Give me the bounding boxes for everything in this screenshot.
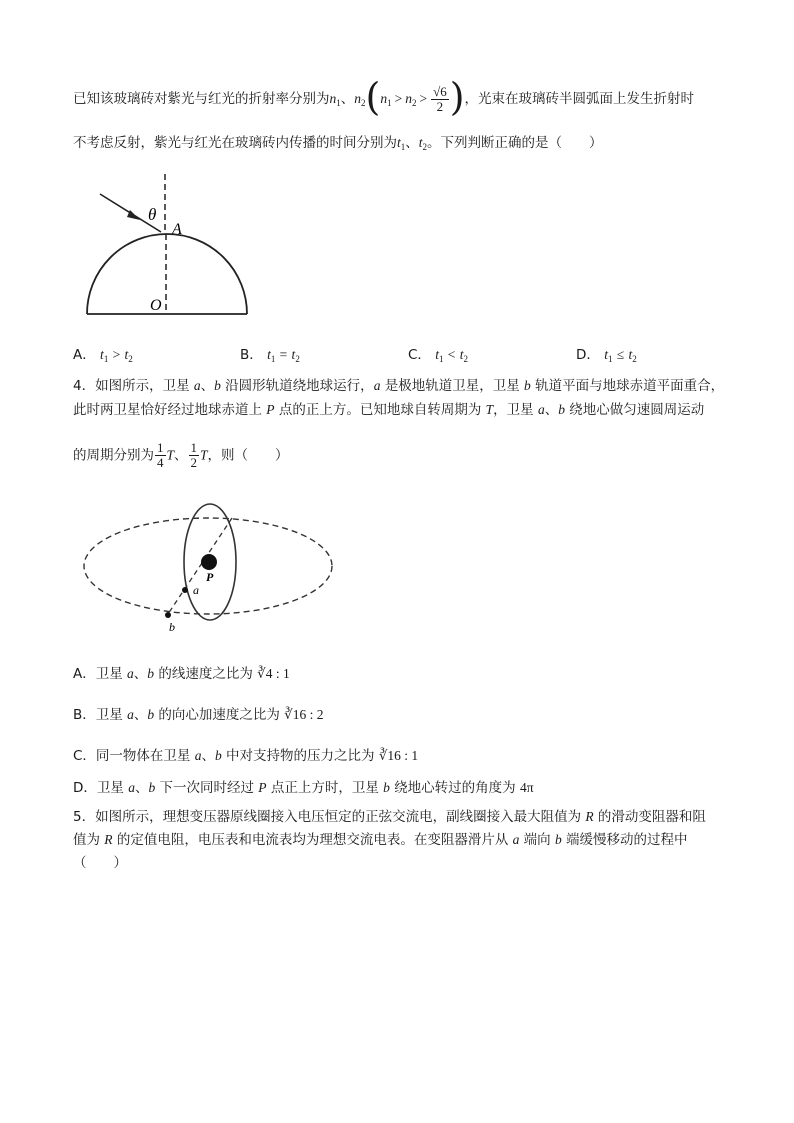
satellite-b-dot <box>165 612 171 618</box>
option-letter: A． <box>73 347 96 363</box>
var-a: a <box>373 378 381 393</box>
var-r: R <box>585 809 594 824</box>
option-letter: C． <box>408 347 431 363</box>
option-letter: D． <box>576 347 600 363</box>
relation: < <box>447 347 456 362</box>
sep: 、 <box>133 666 148 682</box>
q5-line-2 <box>73 830 688 850</box>
q5-text: 5．如图所示，理想变压器原线圈接入电压恒定的正弦交流电，副线圈接入最大阻值为 <box>73 809 586 825</box>
q5-text: 端缓慢移动的过程中 <box>561 832 688 848</box>
var-n: n <box>380 91 388 106</box>
q3-line-1 <box>73 75 695 119</box>
option-text: 的线速度之比为 <box>154 666 258 682</box>
var-a: a <box>194 748 202 763</box>
q5-text: 端向 <box>519 832 555 848</box>
option-text: 的向心加速度之比为 <box>154 707 285 723</box>
right-paren: ) <box>449 75 465 119</box>
sub: 2 <box>411 98 417 108</box>
option-value: ∛4 : 1 <box>257 666 290 681</box>
sep: 、 <box>174 447 188 464</box>
q3-text: ，光束在玻璃砖半圆弧面上发生折射时 <box>464 91 695 107</box>
theta-label: θ <box>148 205 157 224</box>
var-b: b <box>147 707 155 722</box>
option-text: 中对支持物的压力之比为 <box>221 748 379 764</box>
q4-text: 点的正上方。已知地球自转周期为 <box>274 402 486 418</box>
var-a: a <box>193 378 201 393</box>
satellite-a-dot <box>182 587 188 593</box>
var-t: t <box>267 347 271 362</box>
sub: 2 <box>128 354 133 364</box>
var-a: a <box>537 402 545 417</box>
q4-option-a[interactable] <box>73 664 290 684</box>
q4-text: 的周期分别为 <box>73 447 154 464</box>
sep: 、 <box>200 378 215 394</box>
point-a-label: A <box>172 221 182 238</box>
sub: 1 <box>103 354 109 364</box>
denominator: 2 <box>436 98 444 114</box>
var-b: b <box>554 832 562 847</box>
numerator: 1 <box>157 440 164 455</box>
var-t: t <box>628 347 633 362</box>
satellite-b-label: b <box>169 620 175 634</box>
relation: > <box>112 347 121 362</box>
var-a: a <box>127 707 134 722</box>
option-text: 点正上方时，卫星 <box>266 780 384 796</box>
sub: 1 <box>439 354 444 364</box>
q4-text: 4．如图所示，卫星 <box>73 378 194 394</box>
var-n: n <box>354 91 361 106</box>
sqrt6-over-2 <box>431 85 449 114</box>
sep: 、 <box>133 707 148 723</box>
var-t: t <box>100 347 104 362</box>
q3-option-a[interactable] <box>73 343 133 364</box>
var-t: t <box>459 347 464 362</box>
q4-option-c[interactable] <box>73 746 418 766</box>
fraction-half <box>189 441 200 470</box>
var-t: t <box>397 135 401 150</box>
option-value: ∛16 : 1 <box>378 748 419 763</box>
q3-line-2 <box>73 133 603 157</box>
var-b: b <box>147 666 155 681</box>
q3-option-d[interactable] <box>576 343 637 364</box>
option-letter: B． <box>240 347 263 363</box>
sub: 2 <box>463 354 468 364</box>
q3-text: 不考虑反射，紫光与红光在玻璃砖内传播的时间分别为 <box>73 135 397 151</box>
var-n: n <box>405 91 412 106</box>
q4-line-2 <box>73 400 704 420</box>
satellite-a-label: a <box>193 583 199 597</box>
q5-line-3 <box>73 853 127 873</box>
q3-option-c[interactable] <box>408 343 468 364</box>
var-p: P <box>258 780 267 795</box>
sub: 2 <box>422 142 428 152</box>
q4-text: ，卫星 <box>493 402 538 418</box>
gt: > <box>394 91 403 106</box>
q4-text: 此时两卫星恰好经过地球赤道上 <box>73 402 267 418</box>
gt: > <box>419 91 428 106</box>
var-t-period: T <box>200 447 208 463</box>
var-a: a <box>128 780 135 795</box>
option-value: 4π <box>519 780 534 795</box>
q5-text: 的滑动变阻器和阻 <box>593 809 706 825</box>
sub: 2 <box>361 98 366 108</box>
point-p-label: P <box>206 570 214 584</box>
q3-text: 已知该玻璃砖对紫光与红光的折射率分别为 <box>73 91 330 107</box>
answer-brackets: （ ） <box>73 855 127 871</box>
relation: ≤ <box>616 347 625 362</box>
var-b: b <box>214 748 222 763</box>
sep: 、 <box>544 402 559 418</box>
left-paren: ( <box>365 75 381 119</box>
q4-text: 绕地心做匀速圆周运动 <box>564 402 705 418</box>
var-t: t <box>435 347 439 362</box>
fraction-quarter <box>155 441 166 470</box>
sub: 1 <box>336 98 341 108</box>
sep: 、 <box>340 91 355 107</box>
var-b: b <box>214 378 221 393</box>
var-t: t <box>291 347 296 362</box>
var-t-period: T <box>485 402 494 417</box>
q5-text: 的定值电阻，电压表和电流表均为理想交流电表。在变阻器滑片从 <box>112 832 513 848</box>
option-text: B．卫星 <box>73 707 128 723</box>
var-b: b <box>383 780 390 795</box>
semicircle-arc <box>87 234 247 314</box>
denominator: 2 <box>190 455 198 470</box>
relation: = <box>279 347 288 362</box>
var-t: t <box>124 347 129 362</box>
q4-text: 是极地轨道卫星，卫星 <box>380 378 525 394</box>
var-a: a <box>127 666 134 681</box>
var-a: a <box>512 832 520 847</box>
sep: 、 <box>201 748 215 764</box>
q4-line-1 <box>73 376 724 396</box>
var-b: b <box>148 780 156 795</box>
semicircle-figure <box>82 172 254 322</box>
q5-text: 值为 <box>73 832 105 848</box>
q4-text: 沿圆形轨道绕地球运行， <box>220 378 374 394</box>
denominator: 4 <box>157 455 164 470</box>
q4-text: 轨道平面与地球赤道平面重合， <box>530 378 725 394</box>
var-p: P <box>266 402 275 417</box>
var-t: t <box>604 347 608 362</box>
earth-dot <box>201 554 217 570</box>
sub: 2 <box>632 354 637 364</box>
point-o-label: O <box>150 297 162 314</box>
var-b: b <box>558 402 565 417</box>
sub: 1 <box>607 354 613 364</box>
q4-option-d[interactable] <box>73 778 534 798</box>
q4-line-3 <box>73 441 289 470</box>
numerator: √6 <box>433 83 447 99</box>
q3-text: 。下列判断正确的是（ ） <box>427 135 603 151</box>
sep: 、 <box>134 780 149 796</box>
var-n: n <box>329 91 337 106</box>
sep: 、 <box>405 135 419 151</box>
option-text: 下一次同时经过 <box>155 780 259 796</box>
sub: 1 <box>400 142 406 152</box>
var-r: R <box>104 832 113 847</box>
var-t-period: T <box>166 447 175 463</box>
var-b: b <box>524 378 531 393</box>
option-text: D．卫星 <box>73 780 129 796</box>
sub: 1 <box>387 98 392 108</box>
var-t: t <box>418 135 423 150</box>
q5-line-1 <box>73 807 706 827</box>
sub: 1 <box>270 354 276 364</box>
q4-text: ，则（ ） <box>207 447 289 464</box>
q3-option-b[interactable] <box>240 343 300 364</box>
option-value: ∛16 : 2 <box>284 707 324 722</box>
sub: 2 <box>295 354 300 364</box>
radial-line <box>168 518 232 614</box>
q4-option-b[interactable] <box>73 705 324 725</box>
orbit-figure <box>80 496 352 640</box>
option-text: 绕地心转过的角度为 <box>389 780 520 796</box>
numerator: 1 <box>190 440 198 455</box>
option-text: A．卫星 <box>73 666 128 682</box>
option-text: C．同一物体在卫星 <box>73 748 195 764</box>
